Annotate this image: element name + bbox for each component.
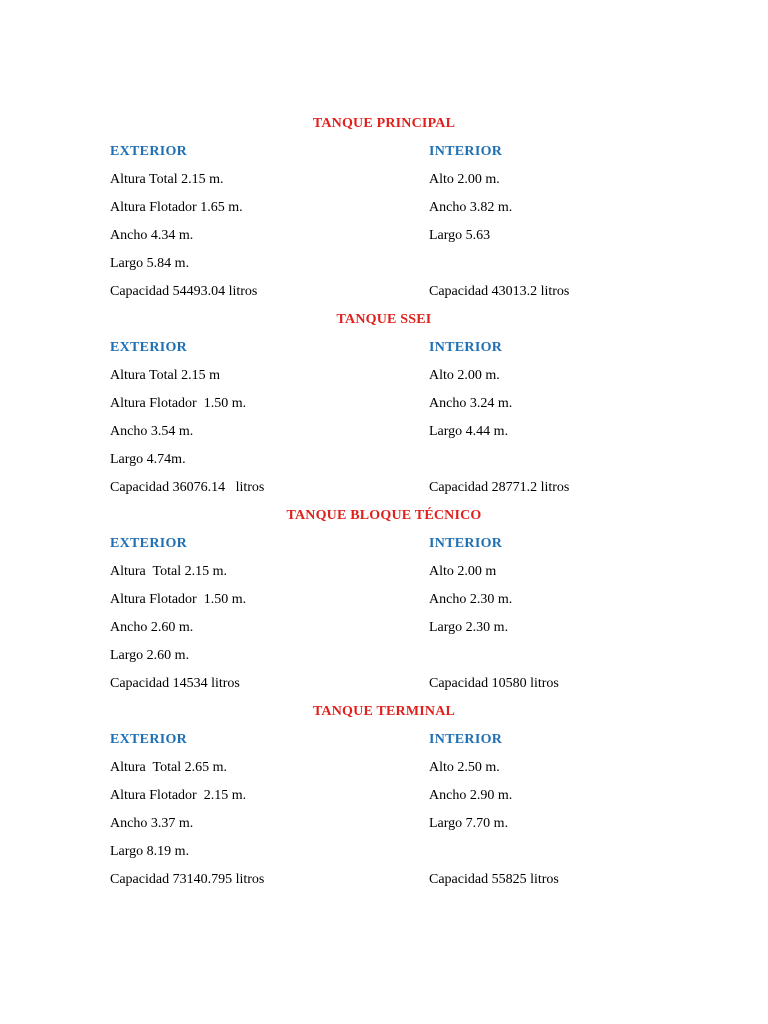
exterior-row: Altura Flotador 2.15 m. [110, 788, 247, 803]
section-tanque-ssei [0, 306, 768, 502]
section-title: TANQUE PRINCIPAL [312, 116, 456, 131]
interior-row: Ancho 3.82 m. [429, 200, 513, 215]
tank-sections [0, 110, 768, 894]
section-columns [0, 530, 768, 698]
exterior-row: Ancho 3.37 m. [110, 816, 194, 831]
section-columns [0, 726, 768, 894]
exterior-row: Altura Total 2.15 m. [110, 564, 227, 579]
exterior-header: EXTERIOR [110, 732, 188, 747]
interior-row: Capacidad 55825 litros [429, 872, 559, 887]
section-columns [0, 138, 768, 306]
exterior-row: Altura Total 2.15 m [110, 368, 220, 383]
section-tanque-principal [0, 110, 768, 306]
interior-row: Largo 4.44 m. [429, 424, 509, 439]
section-title: TANQUE SSEI [336, 312, 432, 327]
interior-row: Alto 2.50 m. [429, 760, 500, 775]
interior-row: Ancho 3.24 m. [429, 396, 513, 411]
interior-row: Ancho 2.90 m. [429, 788, 513, 803]
interior-column [429, 334, 768, 502]
exterior-row: Capacidad 54493.04 litros [110, 284, 258, 299]
section-columns [0, 334, 768, 502]
interior-row-blank [429, 642, 768, 670]
exterior-row: Altura Total 2.15 m. [110, 172, 224, 187]
interior-row-blank [429, 838, 768, 866]
exterior-row: Altura Flotador 1.50 m. [110, 592, 247, 607]
exterior-row: Capacidad 36076.14 litros [110, 480, 265, 495]
exterior-header: EXTERIOR [110, 340, 188, 355]
interior-row: Capacidad 28771.2 litros [429, 480, 570, 495]
interior-row: Largo 5.63 [429, 228, 491, 243]
interior-column [429, 138, 768, 306]
exterior-row: Ancho 3.54 m. [110, 424, 194, 439]
interior-column [429, 726, 768, 894]
exterior-column [0, 334, 429, 502]
interior-header: INTERIOR [429, 340, 503, 355]
exterior-column [0, 138, 429, 306]
interior-header: INTERIOR [429, 536, 503, 551]
exterior-column [0, 530, 429, 698]
interior-row: Largo 7.70 m. [429, 816, 509, 831]
exterior-row: Capacidad 14534 litros [110, 676, 240, 691]
interior-row-blank [429, 446, 768, 474]
exterior-row: Largo 4.74m. [110, 452, 186, 467]
exterior-row: Capacidad 73140.795 litros [110, 872, 265, 887]
exterior-row: Largo 8.19 m. [110, 844, 190, 859]
interior-row: Capacidad 43013.2 litros [429, 284, 570, 299]
interior-column [429, 530, 768, 698]
interior-header: INTERIOR [429, 732, 503, 747]
interior-row: Alto 2.00 m. [429, 368, 500, 383]
exterior-row: Altura Total 2.65 m. [110, 760, 227, 775]
interior-row: Ancho 2.30 m. [429, 592, 513, 607]
interior-row: Largo 2.30 m. [429, 620, 509, 635]
exterior-header: EXTERIOR [110, 536, 188, 551]
interior-row: Capacidad 10580 litros [429, 676, 559, 691]
interior-row: Alto 2.00 m [429, 564, 497, 579]
exterior-row: Altura Flotador 1.50 m. [110, 396, 247, 411]
exterior-row: Ancho 4.34 m. [110, 228, 194, 243]
interior-row: Alto 2.00 m. [429, 172, 500, 187]
exterior-row: Largo 5.84 m. [110, 256, 190, 271]
exterior-column [0, 726, 429, 894]
exterior-row: Ancho 2.60 m. [110, 620, 194, 635]
section-title: TANQUE BLOQUE TÉCNICO [286, 508, 482, 523]
exterior-row: Largo 2.60 m. [110, 648, 190, 663]
section-title: TANQUE TERMINAL [312, 704, 456, 719]
section-tanque-terminal [0, 698, 768, 894]
exterior-header: EXTERIOR [110, 144, 188, 159]
interior-row-blank [429, 250, 768, 278]
section-tanque-bloque-tecnico [0, 502, 768, 698]
interior-header: INTERIOR [429, 144, 503, 159]
exterior-row: Altura Flotador 1.65 m. [110, 200, 243, 215]
